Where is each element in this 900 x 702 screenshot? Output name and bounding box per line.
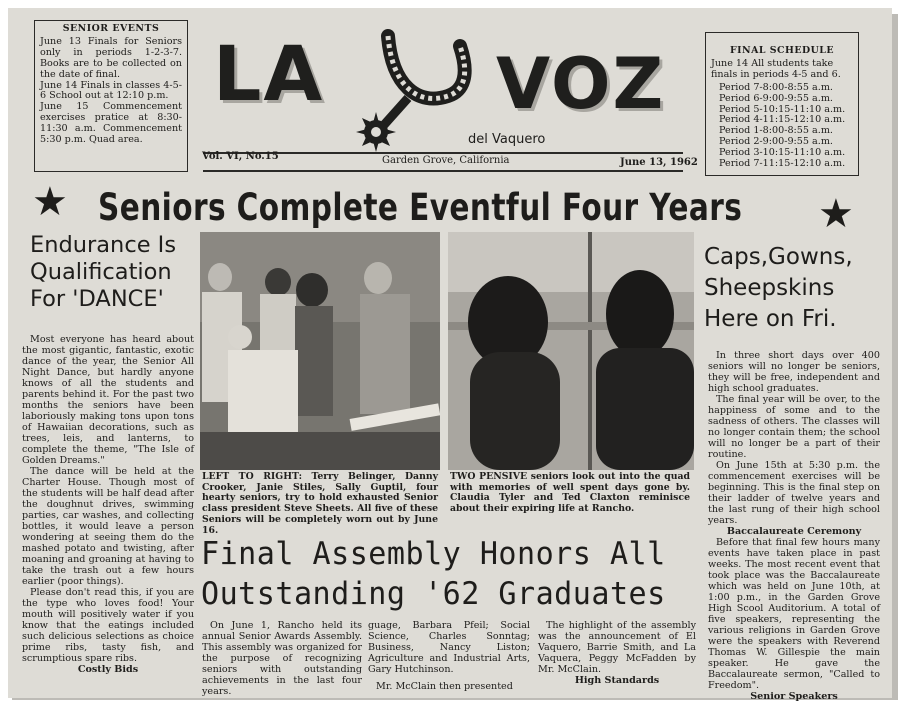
main-headline: Seniors Complete Eventful Four Years <box>98 186 743 229</box>
assembly-column-1 <box>202 620 362 696</box>
paragraph: Mr. McClain then presented <box>376 681 513 692</box>
volume-info: Vol. VI, No.15 <box>202 151 279 162</box>
senior-events-box <box>34 20 188 172</box>
paragraph: Most everyone has heard about the most gigantic, fantastic, exotic dance of the year, the Senior All Night Dance, but hardly anyone knows of all the students and parents behind it. For the past two months the seniors have been laboriously making tons upon tons of Hawaiian decorations, such as trees, leis, and lanterns, to complete the theme, "The Isle of Golden Dreams." <box>22 334 194 466</box>
star-icon-right: ★ <box>818 191 854 237</box>
schedule-period: Period 2-9:00-9:55 a.m. <box>719 136 833 148</box>
paragraph: Before that final few hours many events have taken place in past weeks. The most recent event that took place was the Baccalaureate which was held on June 10th, at 1:00 p.m., in the Garden Grove High Scool Auditorium. A total of five speakers, representing the various religions in Garden Grove were the speakers with Reverend Thomas W. Gillespie the main speaker. He gave the Baccalaureate sermon, "Called to Freedom". <box>708 537 880 691</box>
masthead-subtitle: del Vaquero <box>468 132 546 147</box>
spur-icon <box>348 26 483 156</box>
left-article-headline: Endurance Is Qualification For 'DANCE' <box>30 232 177 312</box>
senior-event-item: June 13 Finals for Seniors only in periods 1-2-3-7. Books are to be collected on the date of final. <box>40 35 182 80</box>
photo-pensive-seniors <box>448 232 694 470</box>
senior-event-item: June 14 Finals in classes 4-5-6 School out at 12:10 p.m. <box>40 79 182 102</box>
paragraph: In three short days over 400 seniors will no longer be seniors, they will be free, independent and high school graduates. <box>708 350 880 394</box>
newspaper-page <box>8 8 892 702</box>
schedule-period: Period 5-10:15-11:10 a.m. <box>719 103 846 115</box>
schedule-period: Period 7-8:00-8:55 a.m. <box>719 81 833 93</box>
assembly-headline-line1: Final Assembly Honors All <box>201 536 666 572</box>
masthead-voz: VOZ <box>496 43 666 125</box>
right-article-headline: Caps,Gowns, Sheepskins Here on Fri. <box>704 244 853 332</box>
paragraph: The final year will be over, to the happiness of some and to the sadness of others. The classes will no longer contain them; the school will no longer be a part of their routine. <box>708 394 880 460</box>
schedule-period: Period 1-8:00-8:55 a.m. <box>719 125 833 137</box>
right-article-body <box>708 350 880 702</box>
final-schedule-intro: June 14 All students take finals in periods 4-5 and 6. <box>711 57 841 80</box>
issue-date: June 13, 1962 <box>620 157 698 168</box>
schedule-period: Period 4-11:15-12:10 a.m. <box>719 114 846 126</box>
subhead: Senior Speakers <box>750 691 838 702</box>
subhead: Baccalaureate Ceremony <box>726 526 862 537</box>
schedule-period: Period 3-10:15-11:10 a.m. <box>719 147 846 159</box>
location: Garden Grove, California <box>382 155 510 166</box>
schedule-period: Period 7-11:15-12:10 a.m. <box>719 158 846 170</box>
paragraph: The dance will be held at the Charter House. Though most of the students will be half dead after the doughnut drives, swimming parties, car washes, and collecting bottles, it would leave a person wondering at seeing them do the mashed potato and twisting, after moaning and groaning at having to take the trash out a few hours earlier (poor things). <box>22 466 194 587</box>
assembly-column-3 <box>538 620 696 696</box>
masthead-bottom-rule <box>203 170 683 172</box>
left-article-body <box>22 334 194 696</box>
photo-caption-right: TWO PENSIVE seniors look out into the quad with memories of well spent days gone by. Claudia Tyler and Ted Claxton reminisce about their expiring life at Rancho. <box>450 471 690 515</box>
masthead-la: LA <box>213 29 325 118</box>
photo-seniors-group <box>200 232 440 470</box>
senior-events-title: SENIOR EVENTS <box>62 23 160 34</box>
assembly-headline-line2: Outstanding '62 Graduates <box>201 576 666 612</box>
photo-caption-left: LEFT TO RIGHT: Terry Belinger, Danny Crooker, Janie Stiles, Sally Guptil, four hearty seniors, try to hold exhausted Senior class president Steve Sheets. All five of these Seniors will be completely worn out by June 16. <box>202 471 438 536</box>
subhead: High Standards <box>574 675 660 686</box>
schedule-period: Period 6-9:00-9:55 a.m. <box>719 92 833 104</box>
paragraph: On June 15th at 5:30 p.m. the commencement exercises will be beginning. This is the final step on their ladder of twelve years and the last rung of their high school years. <box>708 460 880 526</box>
paragraph: guage, Barbara Pfeil; Social Science, Charles Sonntag; Business, Nancy Liston; Agriculture and Industrial Arts, Gary Hutchinson. <box>368 620 530 675</box>
star-icon-left: ★ <box>32 179 68 225</box>
final-schedule-box <box>705 32 859 176</box>
subhead: Costly Bids <box>77 664 139 675</box>
paragraph: Please don't read this, if you are the type who loves food! Your mouth will positively water if you know that the eatings included such delicious selections as choice prime ribs, tasty fish, and scrumptious spare ribs. <box>22 587 194 664</box>
assembly-column-2 <box>368 620 530 696</box>
final-schedule-title: FINAL SCHEDULE <box>729 45 835 56</box>
paragraph: On June 1, Rancho held its annual Senior Awards Assembly. This assembly was organized for the purpose of recognizing seniors with outstanding achievements in the last four years. <box>202 620 362 697</box>
spur-logo <box>348 26 483 156</box>
paragraph: The highlight of the assembly was the announcement of El Vaquero, Barrie Smith, and La Vaquera, Peggy McFadden by Mr. McClain. <box>538 620 696 675</box>
senior-event-item: June 15 Commencement exercises pratice at 8:30-11:30 a.m. Commencement 5:30 p.m. Quad area. <box>40 101 182 146</box>
